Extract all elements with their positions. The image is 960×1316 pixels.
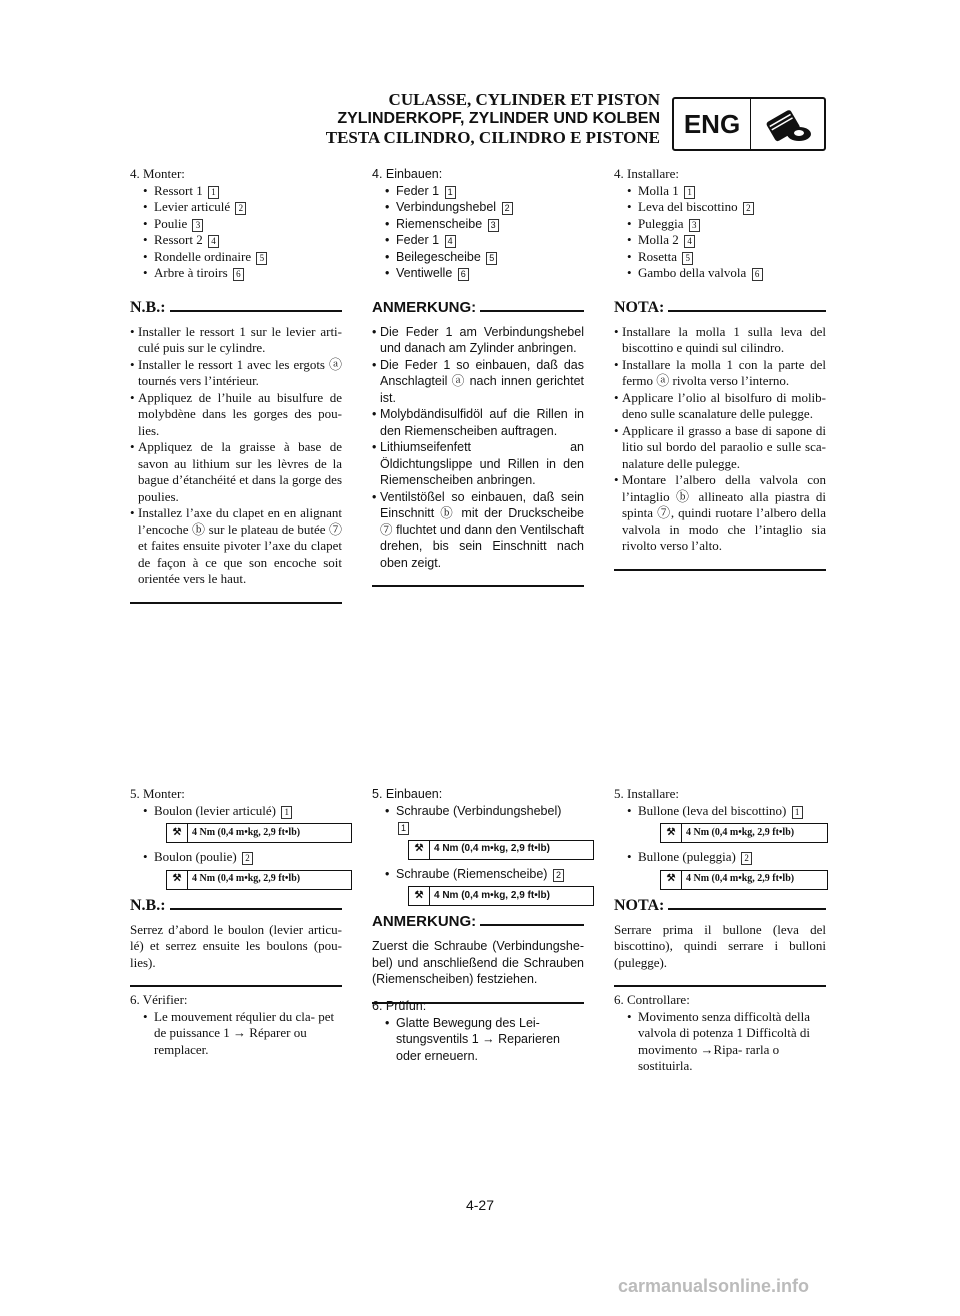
list-item: • Lithiumseifenfett an Öldichtungslippe und Rillen in den Riemenscheiben anbringen. [372,439,584,489]
torque-spec: ⚒ 4 Nm (0,4 m•kg, 2,9 ft•lb) [408,840,594,860]
de-note-heading: ANMERKUNG: [372,300,584,320]
list-item: • Boulon (levier articulé) 1 [130,803,342,820]
de-step5-heading: 5. Einbauen: [372,787,443,801]
fr-note-heading: N.B.: [130,300,342,320]
it-step5-heading: 5. Installare: [614,786,679,801]
list-item: • Feder 1 1 [372,183,584,200]
divider [614,985,826,987]
list-item: • Poulie 3 [130,216,342,233]
list-item: • Appliquez de l’huile au bisulfure de molybdène dans les gorges des pou- lies. [130,390,342,440]
fr-step6-list [130,1009,342,1059]
it-bolt-section [614,786,826,987]
list-item: • Schraube (Verbindungshebel) 1 [372,803,584,836]
list-item: • Le mouvement réqulier du cla- pet de puissance 1 → Réparer ou remplacer. [130,1009,342,1059]
it-note2-text: Serrare prima il bullone (leva del biscottino), quindi serrare i bulloni (pulegge). [614,921,826,970]
engine-piston-icon [751,99,824,149]
divider [130,985,342,987]
wrench-icon: ⚒ [167,871,188,889]
badge-label: ENG [674,99,751,149]
torque-spec: ⚒ 4 Nm (0,4 m•kg, 2,9 ft•lb) [660,870,828,890]
de-step4-list [372,183,584,282]
divider [372,585,584,587]
fr-step5-heading: 5. Monter: [130,786,185,801]
list-item: • Puleggia 3 [614,216,826,233]
wrench-icon: ⚒ [409,841,430,859]
torque-spec: ⚒ 4 Nm (0,4 m•kg, 2,9 ft•lb) [408,886,594,906]
header-title-it: TESTA CILINDRO, CILINDRO E PISTONE [325,128,660,147]
it-step6-list [614,1009,826,1075]
list-item: • Ventilstößel so einbauen, daß sein Einschnitt ⓑ mit der Druckscheibe ⑦ fluchtet und dann den Ventilschaft drehen, bis sein Einschnitt nach oben zeigt. [372,489,584,572]
fr-step5-list-b [130,849,342,866]
divider [130,602,342,604]
list-item: • Arbre à tiroirs 6 [130,265,342,282]
wrench-icon: ⚒ [409,887,430,905]
list-item: • Glatte Bewegung des Lei- stungsventils 1 → Reparieren oder erneuern. [372,1015,584,1065]
it-note-heading: NOTA: [614,300,826,320]
header-title-fr: CULASSE, CYLINDER ET PISTON [388,90,660,109]
torque-spec: ⚒ 4 Nm (0,4 m•kg, 2,9 ft•lb) [166,823,352,843]
list-item: • Rosetta 5 [614,249,826,266]
list-item: • Gambo della valvola 6 [614,265,826,282]
list-item: • Leva del biscottino 2 [614,199,826,216]
list-item: • Installer le ressort 1 sur le levier arti- culé puis sur le cylindre. [130,324,342,357]
it-step5-list-b [614,849,826,866]
list-item: • Ressort 2 4 [130,232,342,249]
list-item: • Riemenscheibe 3 [372,216,584,233]
de-note-list [372,324,584,572]
it-step4-heading: 4. Installare: [614,166,679,181]
fr-step6-heading: 6. Vérifier: [130,992,188,1007]
it-step5-list [614,803,826,820]
de-step5-list [372,803,584,836]
de-step6-list [372,1015,584,1065]
list-item: • Ressort 1 1 [130,183,342,200]
list-item: • Installare la molla 1 con la parte del fermo ⓐ rivolta verso l’interno. [614,357,826,390]
list-item: • Applicare l’olio al bisolfuro di molib- deno sulle scanalature delle pulegge. [614,390,826,423]
fr-step4-heading: 4. Monter: [130,166,185,181]
it-step4-list [614,183,826,282]
list-item: • Bullone (leva del biscottino) 1 [614,803,826,820]
de-step5-list-b [372,866,584,883]
page-number: 4-27 [465,1197,495,1213]
list-item: • Rondelle ordinaire 5 [130,249,342,266]
de-step6-heading: 6. Prüfun: [372,999,427,1013]
list-item: • Movimento senza difficoltà della valvola di potenza 1 Difficoltà di movimento →Ripa- rarla o sostituirla. [614,1009,826,1075]
fr-note-list [130,324,342,588]
de-note2-heading: ANMERKUNG: [372,914,584,934]
de-check-section [372,998,584,1064]
fr-step5-list [130,803,342,820]
fr-check-section [130,992,342,1058]
list-item: • Appliquez de la graisse à base de savon au lithium sur les lèvres de la bague d’étanchéité et dans la gorge des poulies. [130,439,342,505]
wrench-icon: ⚒ [661,871,682,889]
fr-note2-heading: N.B.: [130,898,342,918]
list-item: • Installare la molla 1 sulla leva del biscottino e quindi sul cilindro. [614,324,826,357]
list-item: • Feder 1 4 [372,232,584,249]
list-item: • Installer le ressort 1 avec les ergots ⓐ tournés vers l’intérieur. [130,357,342,390]
list-item: • Beilegescheibe 5 [372,249,584,266]
it-note-list [614,324,826,555]
de-step4-heading: 4. Einbauen: [372,167,443,181]
it-check-section [614,992,826,1075]
list-item: • Molla 1 1 [614,183,826,200]
page-header [300,90,660,147]
list-item: • Die Feder 1 so einbauen, daß das Anschlagteil ⓐ nach innen gerichtet ist. [372,357,584,407]
wrench-icon: ⚒ [661,824,682,842]
torque-spec: ⚒ 4 Nm (0,4 m•kg, 2,9 ft•lb) [166,870,352,890]
list-item: • Montare l’albero della valvola con l’intaglio ⓑ allineato alla piastra di spinta ⑦, quindi ruotare l’albero della valvola in modo che l’intaglio sia rivolto verso l’alto. [614,472,826,555]
it-install-section [614,166,826,571]
fr-bolt-section [130,786,342,987]
list-item: • Die Feder 1 am Verbindungshebel und danach am Zylinder anbringen. [372,324,584,357]
list-item: • Installez l’axe du clapet en en alignant l’encoche ⓑ sur le plateau de butée ⑦ et faites ensuite pivoter l’axe du clapet de façon à ce que son encoche soit orientée vers le haut. [130,505,342,588]
de-bolt-section [372,786,584,1004]
torque-spec: ⚒ 4 Nm (0,4 m•kg, 2,9 ft•lb) [660,823,828,843]
eng-badge [672,97,826,151]
watermark: carmanualsonline.info [618,1276,810,1296]
fr-step4-list [130,183,342,282]
list-item: • Verbindungshebel 2 [372,199,584,216]
list-item: • Molybdändisulfidöl auf die Rillen in den Riemenscheiben auftragen. [372,406,584,439]
it-note2-heading: NOTA: [614,898,826,918]
fr-install-section [130,166,342,604]
list-item: • Molla 2 4 [614,232,826,249]
list-item: • Schraube (Riemenscheibe) 2 [372,866,584,883]
list-item: • Boulon (poulie) 2 [130,849,342,866]
list-item: • Applicare il grasso a base di sapone di litio sul bordo del paraolio e sulle sca- nalature delle pulegge. [614,423,826,473]
header-title-de: ZYLINDERKOPF, ZYLINDER UND KOLBEN [337,110,660,127]
de-note2-text: Zuerst die Schraube (Verbindungshe- bel) und anschließend die Schrauben (Riemenscheiben) festziehen. [372,939,584,986]
fr-note2-text: Serrez d’abord le boulon (levier articu- lé) et serrez ensuite les boulons (pou- lies). [130,921,342,970]
list-item: • Ventiwelle 6 [372,265,584,282]
de-install-section [372,166,584,587]
list-item: • Bullone (puleggia) 2 [614,849,826,866]
list-item: • Levier articulé 2 [130,199,342,216]
divider [614,569,826,571]
it-step6-heading: 6. Controllare: [614,992,690,1007]
wrench-icon: ⚒ [167,824,188,842]
